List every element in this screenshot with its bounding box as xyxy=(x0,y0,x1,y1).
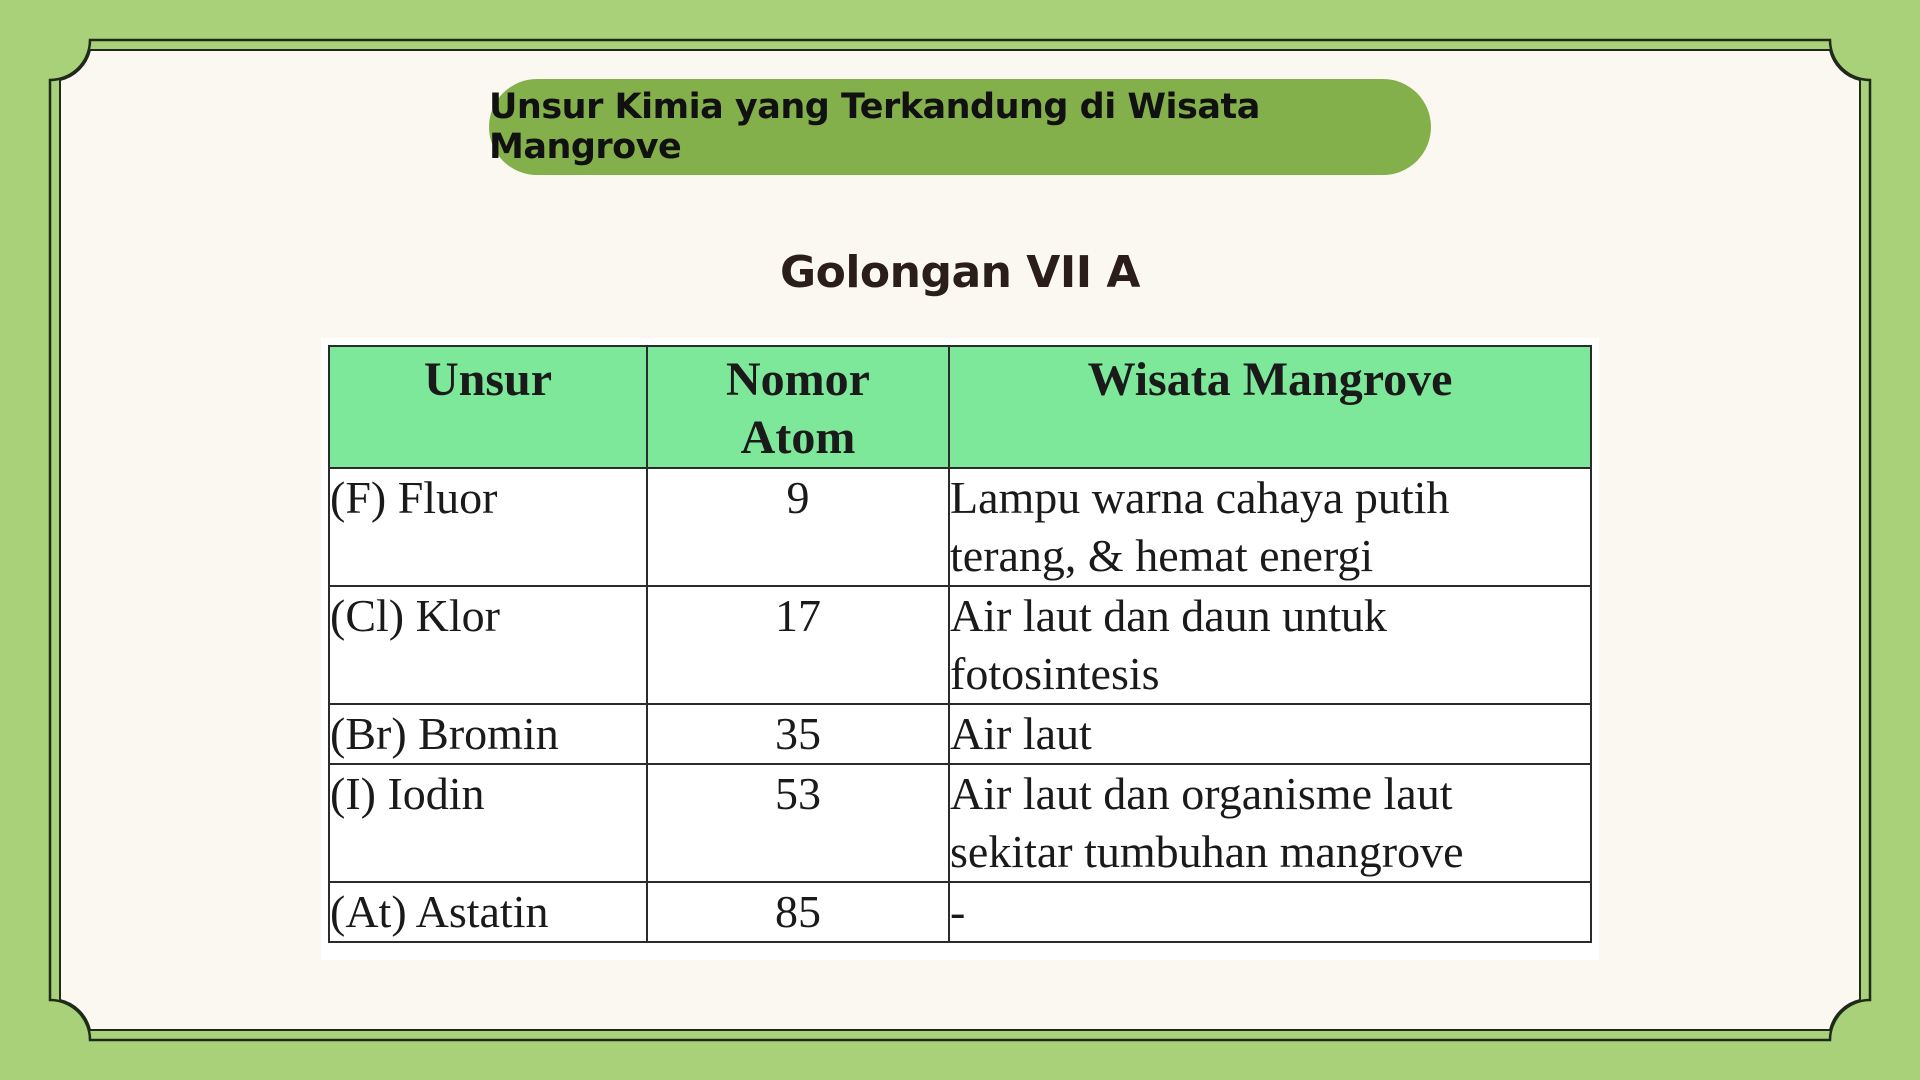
slide-title-pill xyxy=(489,79,1431,175)
header-nomor-line2: Atom xyxy=(740,411,856,464)
cell-unsur: (Cl) Klor xyxy=(329,586,647,704)
cell-unsur: (F) Fluor xyxy=(329,468,647,586)
table-row xyxy=(329,704,1591,764)
cell-wisata-line2: fotosintesis xyxy=(950,648,1160,699)
cell-wisata-line1: - xyxy=(950,886,966,937)
cell-wisata-line1: Air laut xyxy=(950,708,1092,759)
table-row xyxy=(329,764,1591,882)
cell-nomor: 9 xyxy=(647,468,949,586)
cell-nomor: 85 xyxy=(647,882,949,942)
elements-table xyxy=(328,345,1592,943)
cell-unsur: (At) Astatin xyxy=(329,882,647,942)
table-row xyxy=(329,586,1591,704)
slide-title: Unsur Kimia yang Terkandung di Wisata Mangrove xyxy=(489,87,1260,167)
cell-wisata xyxy=(949,468,1591,586)
elements-table-container xyxy=(321,338,1599,960)
cell-nomor: 35 xyxy=(647,704,949,764)
cell-wisata xyxy=(949,586,1591,704)
cell-wisata xyxy=(949,764,1591,882)
cell-wisata-line1: Air laut dan daun untuk xyxy=(950,590,1387,641)
header-nomor-atom xyxy=(647,346,949,468)
cell-wisata xyxy=(949,704,1591,764)
table-row xyxy=(329,882,1591,942)
cell-wisata-line2: sekitar tumbuhan mangrove xyxy=(950,826,1464,877)
cell-wisata xyxy=(949,882,1591,942)
table-header-row xyxy=(329,346,1591,468)
cell-nomor: 53 xyxy=(647,764,949,882)
header-nomor-line1: Nomor xyxy=(726,353,870,406)
cell-nomor: 17 xyxy=(647,586,949,704)
cell-unsur: (I) Iodin xyxy=(329,764,647,882)
group-heading: Golongan VII A xyxy=(780,247,1140,298)
table-row xyxy=(329,468,1591,586)
cell-unsur: (Br) Bromin xyxy=(329,704,647,764)
cell-wisata-line2: terang, & hemat energi xyxy=(950,530,1374,581)
cell-wisata-line1: Lampu warna cahaya putih xyxy=(950,472,1450,523)
cell-wisata-line1: Air laut dan organisme laut xyxy=(950,768,1453,819)
header-wisata-mangrove: Wisata Mangrove xyxy=(949,346,1591,468)
header-unsur: Unsur xyxy=(329,346,647,468)
